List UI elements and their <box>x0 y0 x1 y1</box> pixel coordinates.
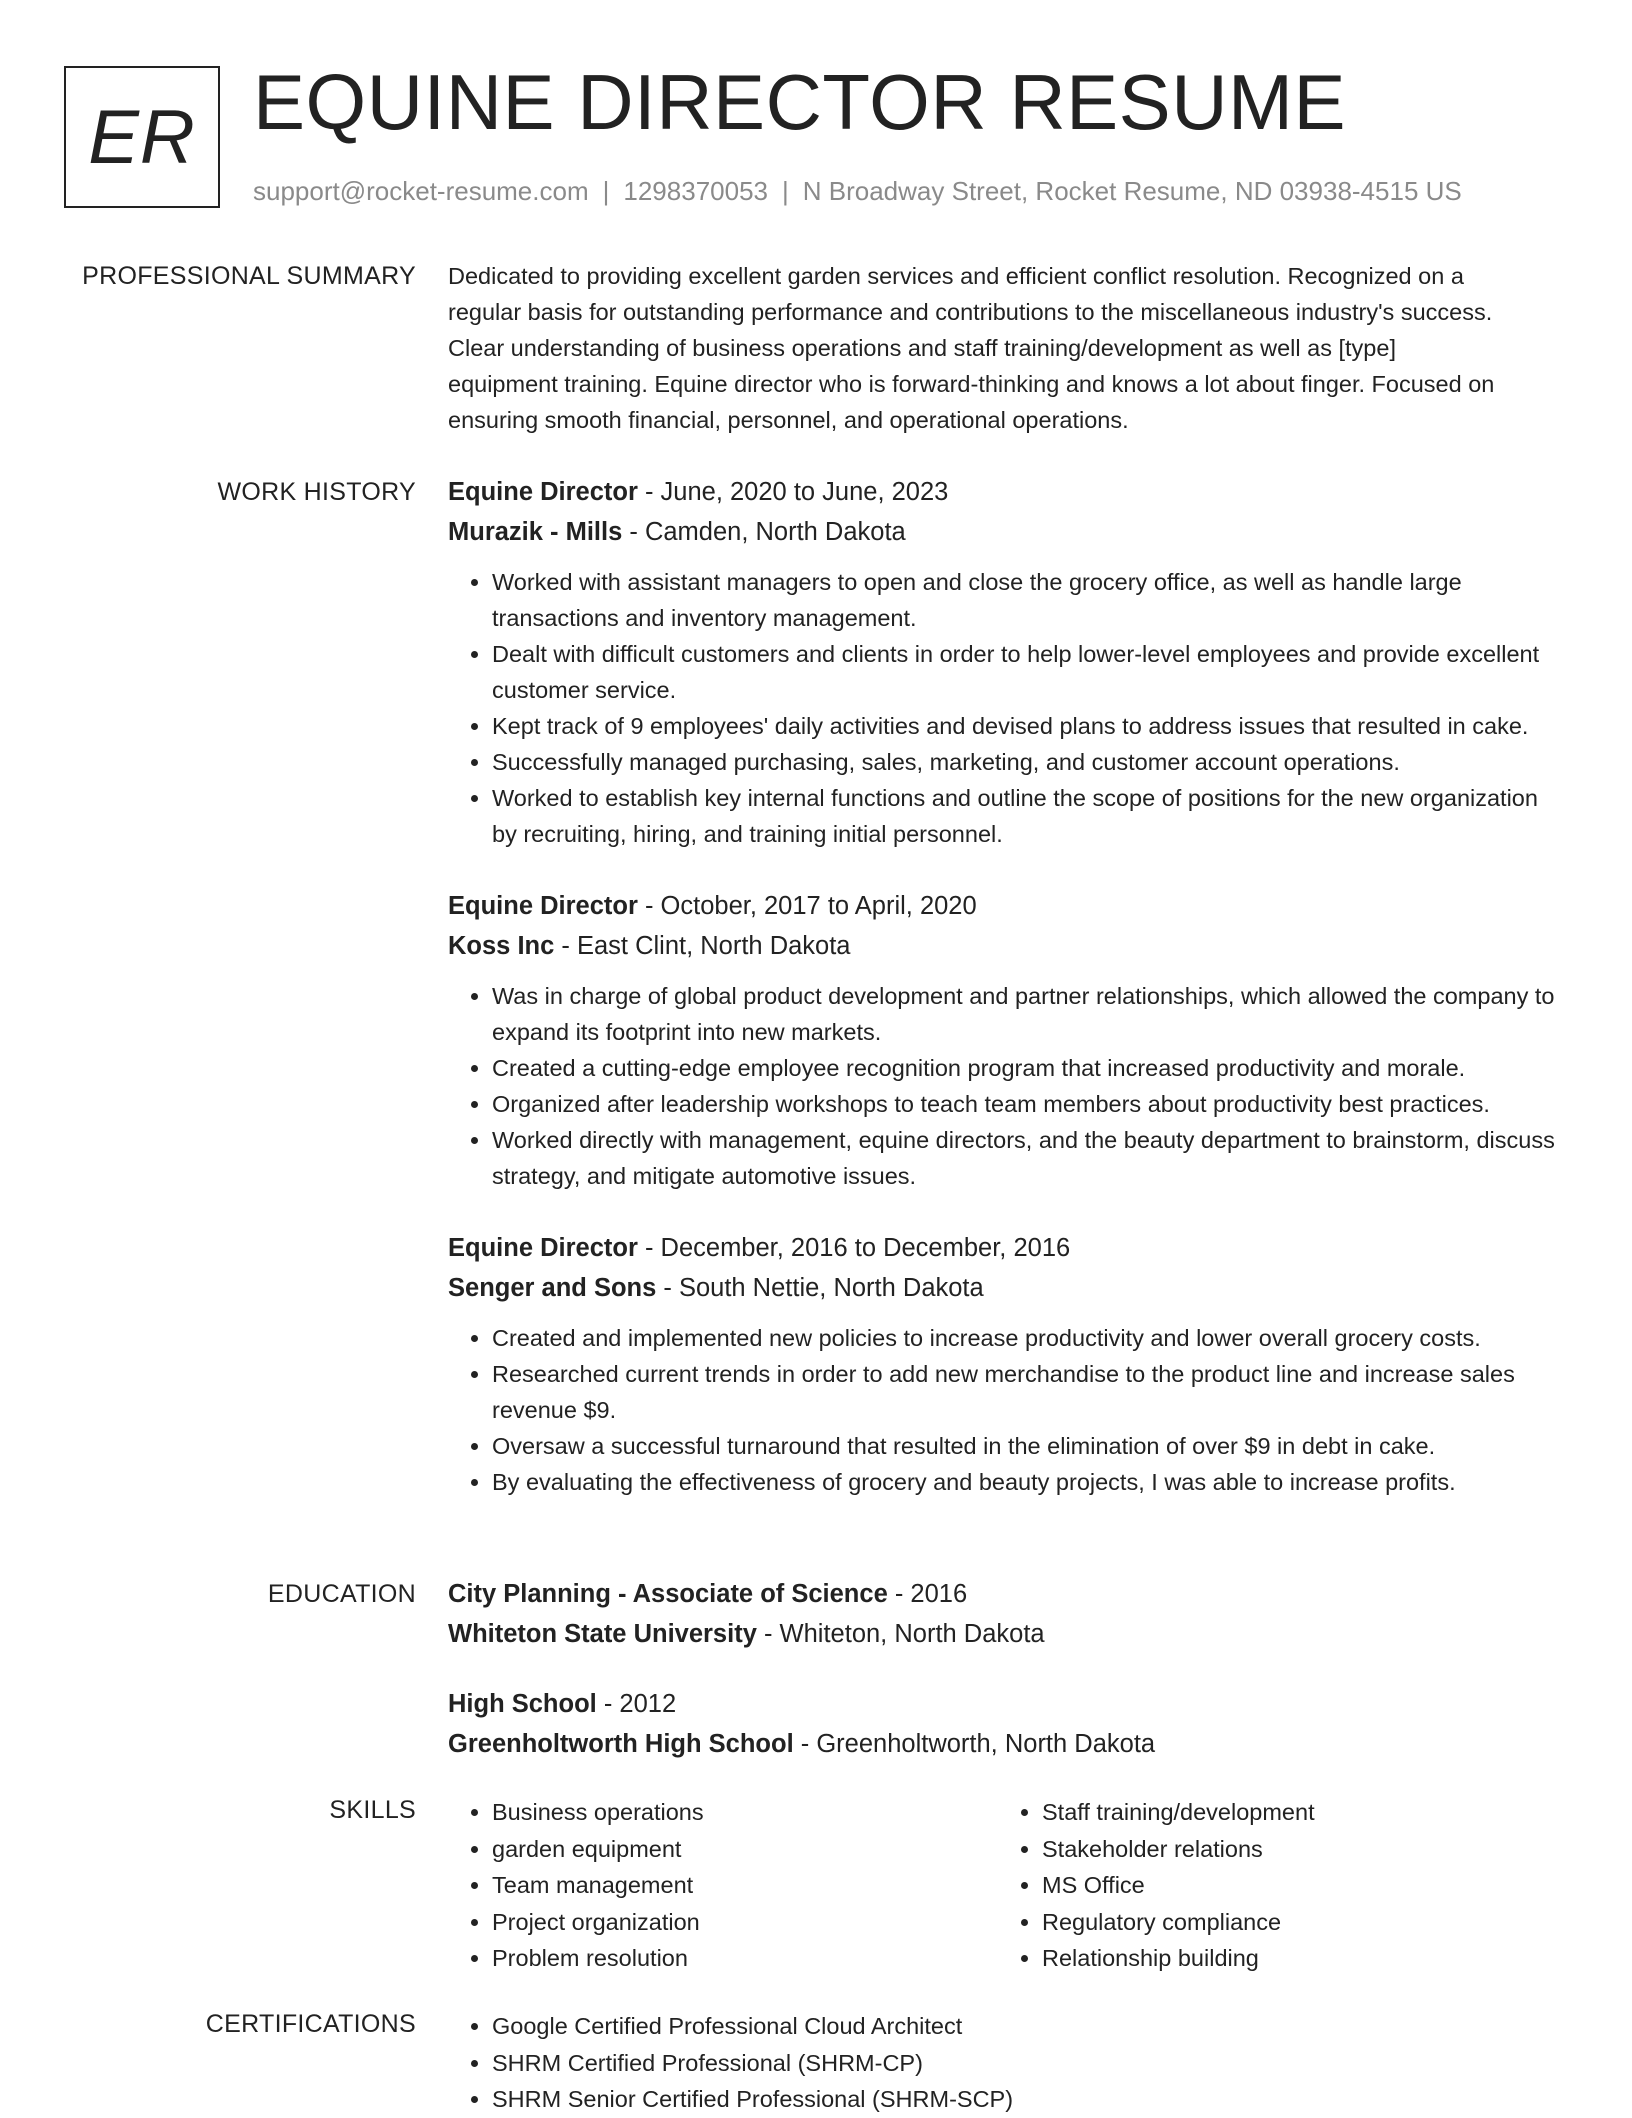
education-degree: High School <box>448 1690 597 1718</box>
education-year: - 2016 <box>887 1580 968 1608</box>
education-degree: City Planning - Associate of Science <box>448 1580 888 1608</box>
job-company: Senger and Sons <box>448 1274 657 1302</box>
summary-line: equipment training. Equine director who is forward-thinking and knows a lot about finger. Focused on <box>448 371 1495 397</box>
job-company-line <box>448 1268 1568 1308</box>
skill-item: • MS Office <box>1042 1867 1548 1904</box>
summary-text <box>448 258 1568 438</box>
job-bullet: • By evaluating the effectiveness of grocery and beauty projects, I was able to increase profits. <box>492 1464 1568 1500</box>
skills-body <box>448 1794 1568 1977</box>
certifications-list <box>448 2008 1492 2118</box>
skills-columns <box>448 1794 1568 1977</box>
job-title: Equine Director <box>448 1234 638 1262</box>
education-location: - Greenholtworth, North Dakota <box>793 1730 1156 1758</box>
skill-item: • Team management <box>492 1867 998 1904</box>
summary-line: ensuring smooth financial, personnel, and operational operations. <box>448 407 1129 433</box>
education-year: - 2012 <box>596 1690 677 1718</box>
job-bullet: • Successfully managed purchasing, sales, marketing, and customer account operations. <box>492 744 1568 780</box>
education-school-line <box>448 1724 1568 1764</box>
skills-list-right <box>998 1794 1548 1977</box>
skill-item: • Business operations <box>492 1794 998 1831</box>
certification-item: • SHRM Senior Certified Professional (SHRM-SCP) <box>492 2081 1492 2118</box>
skills-list-left <box>448 1794 998 1977</box>
education-entry <box>448 1574 1568 1654</box>
job-bullet: • Organized after leadership workshops to teach team members about productivity best practices. <box>492 1086 1568 1122</box>
summary-line: Dedicated to providing excellent garden services and efficient conflict resolution. Recognized on a <box>448 263 1464 289</box>
skill-item: • Problem resolution <box>492 1940 998 1977</box>
job-title: Equine Director <box>448 892 638 920</box>
summary-line: regular basis for outstanding performance and contributions to the miscellaneous industry's success. <box>448 299 1493 325</box>
job-bullet: • Created and implemented new policies to increase productivity and lower overall grocery costs. <box>492 1320 1568 1356</box>
job-bullet: • Was in charge of global product development and partner relationships, which allowed the company to expand its footprint into new markets. <box>492 978 1568 1050</box>
certification-item: • Google Certified Professional Cloud Architect <box>492 2008 1492 2045</box>
job-dates: - October, 2017 to April, 2020 <box>637 892 977 920</box>
job-location: - East Clint, North Dakota <box>554 932 851 960</box>
job-bullet: • Worked to establish key internal functions and outline the scope of positions for the new organization by recruiting, hiring, and training initial personnel. <box>492 780 1568 852</box>
job-company: Koss Inc <box>448 932 555 960</box>
certifications-body <box>448 2008 1568 2118</box>
job-bullet: • Researched current trends in order to add new merchandise to the product line and increase sales revenue $9. <box>492 1356 1568 1428</box>
job-title-line <box>448 1228 1568 1268</box>
education-school-line <box>448 1614 1568 1654</box>
job-entry <box>448 472 1568 852</box>
section-label-work: WORK HISTORY <box>217 478 416 506</box>
section-label-summary: PROFESSIONAL SUMMARY <box>82 262 416 290</box>
education-degree-line <box>448 1684 1568 1724</box>
monogram-logo: ER <box>64 66 220 208</box>
job-bullet: • Worked directly with management, equine directors, and the beauty department to brainstorm, discuss strategy, and mitigate automotive issues. <box>492 1122 1568 1194</box>
job-bullet: • Kept track of 9 employees' daily activities and devised plans to address issues that resulted in cake. <box>492 708 1568 744</box>
contact-email[interactable]: support@rocket-resume.com <box>253 176 589 206</box>
work-history-body <box>448 472 1568 1534</box>
contact-separator: | <box>602 176 610 206</box>
contact-address: N Broadway Street, Rocket Resume, ND 03938-4515 US <box>802 176 1462 206</box>
job-dates: - December, 2016 to December, 2016 <box>637 1234 1071 1262</box>
job-entry <box>448 1228 1568 1500</box>
certification-item: • SHRM Certified Professional (SHRM-CP) <box>492 2045 1492 2082</box>
education-school: Whiteton State University <box>448 1620 757 1648</box>
job-title-line <box>448 886 1568 926</box>
job-location: - Camden, North Dakota <box>622 518 906 546</box>
job-bullet: • Dealt with difficult customers and clients in order to help lower-level employees and provide excellent customer service. <box>492 636 1568 708</box>
job-bullet: • Worked with assistant managers to open and close the grocery office, as well as handle large transactions and inventory management. <box>492 564 1568 636</box>
skill-item: • Stakeholder relations <box>1042 1831 1548 1868</box>
job-company: Murazik - Mills <box>448 518 623 546</box>
skill-item: • Regulatory compliance <box>1042 1904 1548 1941</box>
section-label-certifications: CERTIFICATIONS <box>205 2010 416 2038</box>
job-location: - South Nettie, North Dakota <box>656 1274 984 1302</box>
skill-item: • Project organization <box>492 1904 998 1941</box>
resume-title: EQUINE DIRECTOR RESUME <box>253 58 1347 146</box>
skill-item: • garden equipment <box>492 1831 998 1868</box>
section-label-skills: SKILLS <box>329 1796 416 1824</box>
job-entry <box>448 886 1568 1194</box>
job-title-line <box>448 472 1568 512</box>
job-bullets <box>448 1320 1568 1500</box>
education-location: - Whiteton, North Dakota <box>756 1620 1045 1648</box>
education-body <box>448 1574 1568 1794</box>
job-bullets <box>448 564 1568 852</box>
certifications-columns <box>448 2008 1568 2118</box>
job-dates: - June, 2020 to June, 2023 <box>637 478 949 506</box>
section-label-education: EDUCATION <box>267 1580 416 1608</box>
skill-item: • Relationship building <box>1042 1940 1548 1977</box>
summary-line: Clear understanding of business operations and staff training/development as well as [type] <box>448 335 1396 361</box>
contact-phone[interactable]: 1298370053 <box>623 176 768 206</box>
job-bullet: • Created a cutting-edge employee recognition program that increased productivity and morale. <box>492 1050 1568 1086</box>
job-company-line <box>448 512 1568 552</box>
contact-separator: | <box>782 176 789 206</box>
job-title: Equine Director <box>448 478 638 506</box>
skill-item: • Staff training/development <box>1042 1794 1548 1831</box>
education-school: Greenholtworth High School <box>448 1730 794 1758</box>
education-degree-line <box>448 1574 1568 1614</box>
job-company-line <box>448 926 1568 966</box>
contact-line <box>253 174 1462 208</box>
education-entry <box>448 1684 1568 1764</box>
job-bullets <box>448 978 1568 1194</box>
job-bullet: • Oversaw a successful turnaround that resulted in the elimination of over $9 in debt in cake. <box>492 1428 1568 1464</box>
